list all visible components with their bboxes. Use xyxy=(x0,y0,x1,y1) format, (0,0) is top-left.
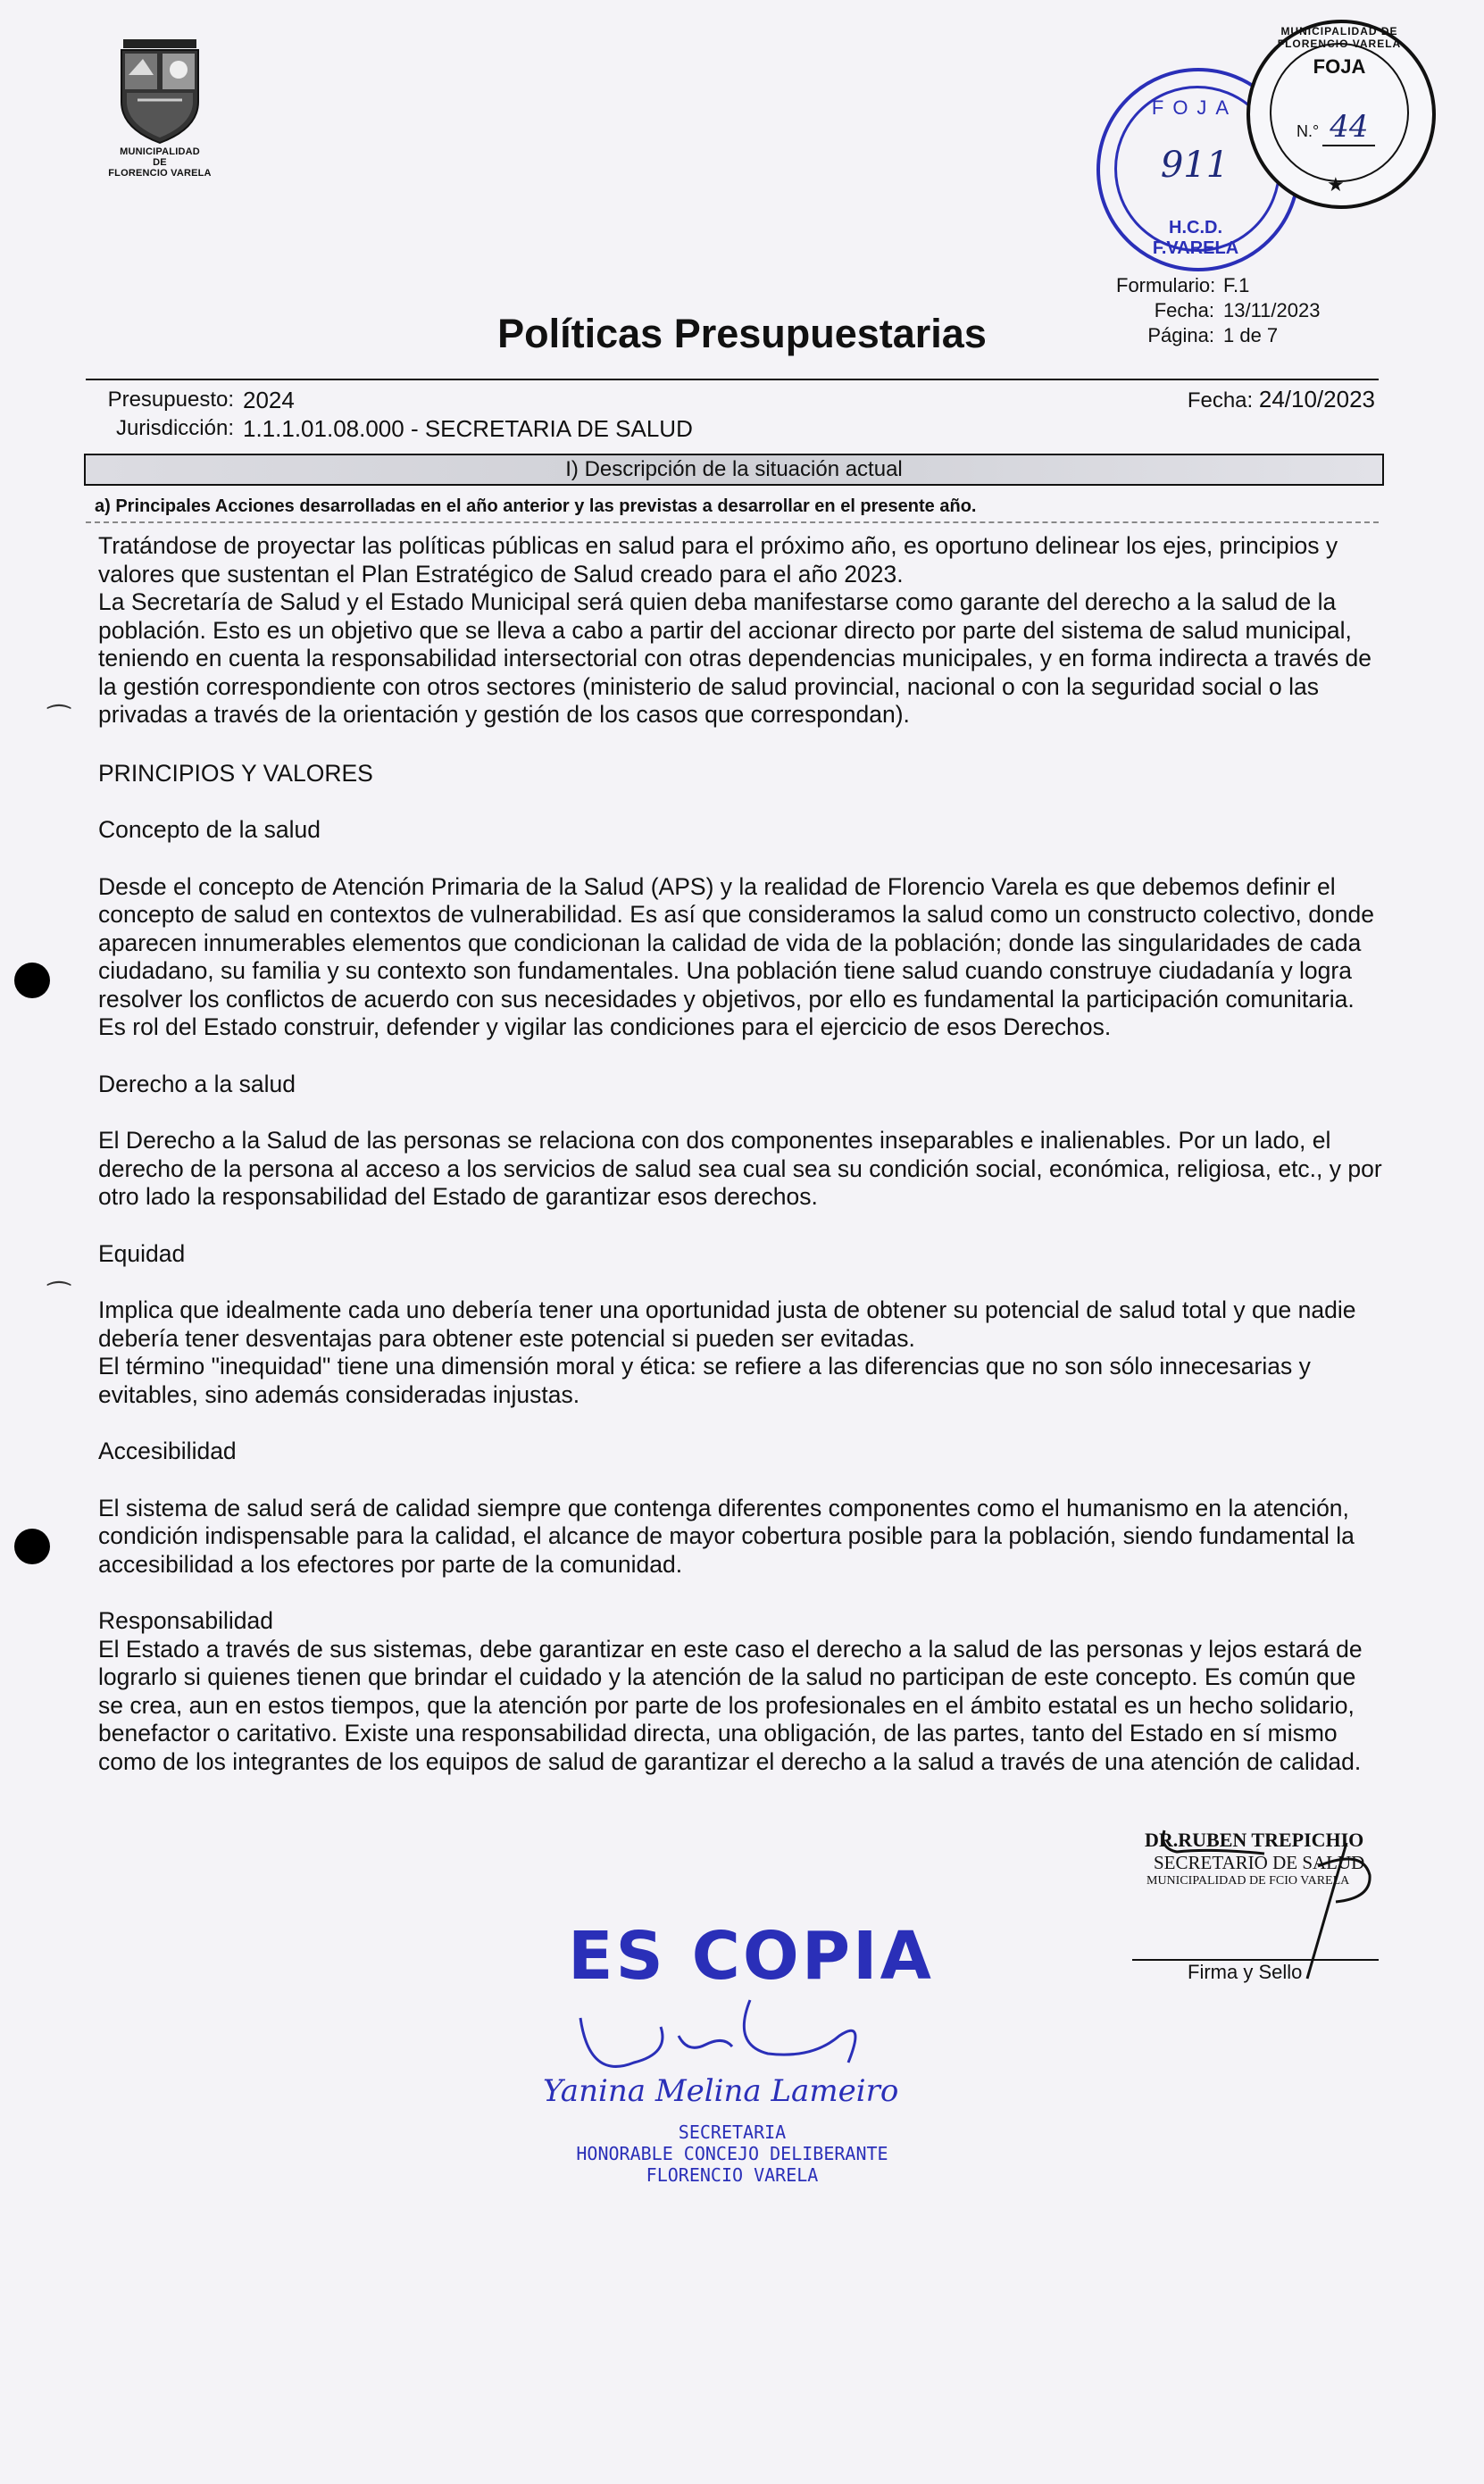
formulario-value: F.1 xyxy=(1223,274,1250,296)
section-title: I) Descripción de la situación actual xyxy=(84,454,1384,486)
foja-muni-number-prefix: N.° xyxy=(1296,122,1320,140)
intro-paragraph-1: Tratándose de proyectar las políticas públicas en salud para el próximo año, es oportuno delinear los ejes, principios y valores que sustentan el Plan Estratégico de Salud creado para el año 2023. xyxy=(98,532,1338,588)
logo-text-line1: MUNICIPALIDAD xyxy=(120,146,200,157)
presupuesto-label: Presupuesto: xyxy=(107,388,234,412)
formulario-label: Formulario: xyxy=(1116,274,1216,296)
budget-info xyxy=(98,386,693,443)
jurisdiccion-value: 1.1.1.01.08.000 - SECRETARIA DE SALUD xyxy=(243,415,693,442)
jurisdiccion-label: Jurisdicción: xyxy=(115,416,234,440)
derecho-paragraph: El Derecho a la Salud de las personas se relaciona con dos componentes inseparables e inalienables. Por un lado, el derecho de la persona al acceso a los servicios de salud sea cual sea su condición social, económica, religiosa, etc., y por otro lado la responsabilidad del Estado de garantizar esos derechos. xyxy=(98,1127,1382,1210)
logo-text-line2: DE xyxy=(153,157,167,168)
foja-muni-number: 44 xyxy=(1322,109,1375,146)
principios-heading: PRINCIPIOS Y VALORES xyxy=(98,759,373,787)
jurisdiccion-row xyxy=(98,414,693,443)
foja-muni-ring: MUNICIPALIDAD DE FLORENCIO VARELA xyxy=(1277,25,1402,50)
accesibilidad-paragraph: El sistema de salud será de calidad siempre que contenga diferentes componentes como el humanismo en la atención, condición indispensable para la calidad, el alcance de mayor cobertura posible para la población, siendo fundamental la accesibilidad a los efectores por parte de la comunidad. xyxy=(98,1494,1355,1578)
responsabilidad-paragraph: El Estado a través de sus sistemas, debe garantizar en este caso el derecho a la salud de las personas y lejos estará de lograrlo si quienes tienen que brindar el cuidado y la atención de la salud no participan de este concepto. Es común que se crea, aun en estos tiempos, que la atención por parte de los profesionales en el ámbito estatal es un hecho solidario, benefactor o caritativo. Existe una responsabilidad directa, una obligación, de las partes, tanto del Estado en sí mismo como de los integrantes de los equipos de salud de garantizar el derecho a la salud a través de una atención de calidad. xyxy=(98,1635,1363,1775)
signatory-role: SECRETARIO DE SALUD xyxy=(1154,1852,1365,1873)
foja-muni-number-row xyxy=(1296,109,1395,146)
signatory-muni: MUNICIPALIDAD DE FCIO VARELA xyxy=(1146,1874,1350,1888)
signature-block xyxy=(1134,1829,1402,1888)
logo-text-line3: FLORENCIO VARELA xyxy=(108,168,212,179)
copia-line-1: SECRETARIA xyxy=(678,2121,787,2143)
equidad-heading: Equidad xyxy=(98,1239,186,1267)
section-subheading: a) Principales Acciones desarrolladas en el año anterior y las previstas a desarrollar en el presente año. xyxy=(95,496,977,516)
fecha-label: Fecha: xyxy=(1154,299,1214,321)
fecha-value: 13/11/2023 xyxy=(1223,299,1321,321)
equidad-paragraph-1: Implica que idealmente cada uno debería tener una oportunidad justa de obtener su potencial de salud total y que nadie debería tener desventajas para obtener este potencial si pueden ser evitadas. xyxy=(98,1296,1356,1352)
foja-hcd-number: 911 xyxy=(1160,145,1230,186)
municipal-logo xyxy=(93,39,227,179)
document-body xyxy=(98,532,1384,1776)
coat-of-arms-icon xyxy=(111,39,209,146)
punch-hole-top xyxy=(14,963,50,998)
presupuesto-row xyxy=(98,386,693,414)
star-icon: ★ xyxy=(1327,173,1345,196)
concepto-heading: Concepto de la salud xyxy=(98,816,321,843)
pagina-value: 1 de 7 xyxy=(1223,324,1279,346)
copia-line-2: HONORABLE CONCEJO DELIBERANTE xyxy=(576,2143,888,2164)
equidad-paragraph-2: El término "inequidad" tiene una dimensión moral y ética: se refiere a las diferencias que no son sólo innecesarias y evitables, sino además consideradas injustas. xyxy=(98,1353,1311,1408)
subheading-rule xyxy=(86,521,1379,523)
copia-signatory-name: Yanina Melina Lameiro xyxy=(543,2073,899,2109)
pagina-label: Página: xyxy=(1147,324,1214,346)
margin-tick-mark: ⁀ xyxy=(48,706,71,736)
concepto-paragraph: Desde el concepto de Atención Primaria de la Salud (APS) y la realidad de Florencio Varela es que debemos definir el concepto de salud en contextos de vulnerabilidad. Es así que consideramos la salud como un constructo colectivo, donde aparecen innumerables elementos que condicionan la calidad de vida de la población; donde las singularidades de cada ciudadano, su familia y su contexto son fundamentales. Una población tiene salud cuando construye ciudadanía y logra resolver los conflictos de acuerdo con sus necesidades y objetivos, por ello es fundamental la participación comunitaria. Es rol del Estado construir, defender y vigilar las condiciones para el ejercicio de esos Derechos. xyxy=(98,872,1374,1040)
es-copia-stamp: ES COPIA xyxy=(568,1918,934,1995)
copia-line-3: FLORENCIO VARELA xyxy=(646,2164,819,2186)
foja-muni-stamp xyxy=(1246,20,1436,209)
header-rule xyxy=(86,379,1379,380)
foja-muni-label: FOJA xyxy=(1313,55,1366,78)
signature-label: Firma y Sello xyxy=(1188,1961,1303,1983)
formulario-row xyxy=(1116,273,1482,298)
intro-paragraph-2: La Secretaría de Salud y el Estado Municipal será quien deba manifestarse como garante del derecho a la salud de la población. Esto es un objetivo que se lleva a cabo a partir del accionar directo por parte del sistema de salud municipal, teniendo en cuenta la responsabilidad intersectorial con otras dependencias municipales, y en forma indirecta a través de la gestión correspondiente con otros sectores (ministerio de salud provincial, nacional o con la seguridad social o las privadas a través de la orientación y gestión de los casos que correspondan). xyxy=(98,588,1371,728)
accesibilidad-heading: Accesibilidad xyxy=(98,1438,237,1464)
fecha2 xyxy=(1161,386,1375,413)
responsabilidad-heading: Responsabilidad xyxy=(98,1607,273,1634)
signatory-name: DR.RUBEN TREPICHIO xyxy=(1145,1829,1364,1851)
copia-office-block xyxy=(500,2121,964,2186)
margin-tick-mark: ⁀ xyxy=(48,1283,71,1313)
fecha2-value: 24/10/2023 xyxy=(1258,386,1375,413)
page-title: Políticas Presupuestarias xyxy=(497,311,987,356)
derecho-heading: Derecho a la salud xyxy=(98,1070,296,1097)
punch-hole-bottom xyxy=(14,1529,50,1564)
fecha2-label: Fecha: xyxy=(1187,388,1254,413)
presupuesto-value: 2024 xyxy=(243,387,295,413)
foja-hcd-top: FOJA xyxy=(1151,96,1238,119)
foja-hcd-bottom: H.C.D. F.VARELA xyxy=(1152,218,1239,258)
